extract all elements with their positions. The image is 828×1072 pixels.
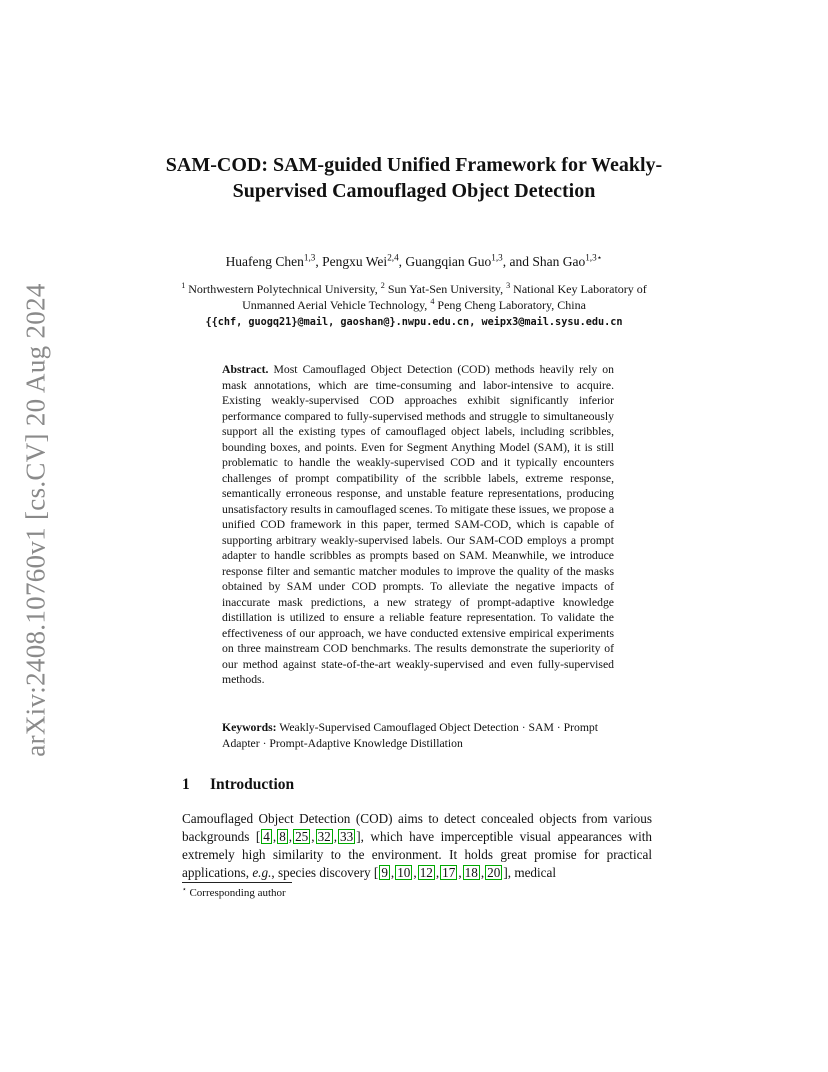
citation-link[interactable]: 8: [279, 829, 286, 844]
citation-link[interactable]: 17: [442, 865, 456, 880]
affil-text: National Key Laboratory of Unmanned Aerial Vehicle Technology,: [242, 282, 647, 312]
affil-marker: 1: [181, 281, 186, 290]
footnote: [182, 886, 286, 900]
section-title: Introduction: [210, 776, 295, 793]
keywords-text: Weakly-Supervised Camouflaged Object Detection · SAM · Prompt Adapter · Prompt-Adaptive Knowledge Distillation: [222, 721, 599, 750]
author-affil-marker: 1,3: [303, 252, 316, 263]
abstract: [222, 362, 614, 688]
citation-group: 9 , 10 , 12 , 17 , 18 , 20: [381, 865, 501, 880]
footnote-text: Corresponding author: [186, 887, 286, 899]
citation-link[interactable]: 18: [464, 865, 478, 880]
footnote-divider: [182, 882, 292, 883]
author-name: Huafeng Chen: [225, 254, 304, 269]
author-name: Pengxu Wei: [322, 254, 388, 269]
intro-text: Camouflaged Object Detection (COD) aims to detect concealed objects from various backgrounds [: [182, 811, 652, 844]
affil-marker: 3: [506, 281, 511, 290]
citation-link[interactable]: 25: [295, 829, 309, 844]
affil-marker: 4: [430, 297, 435, 306]
author-name: Guangqian Guo: [405, 254, 492, 269]
author-affil-marker: 1,3: [491, 252, 503, 263]
keywords: [222, 720, 614, 751]
abstract-label: Abstract.: [222, 363, 269, 376]
intro-paragraph: [182, 810, 652, 882]
citation-link[interactable]: 32: [317, 829, 331, 844]
intro-text: , species discovery [: [271, 865, 379, 880]
citation-link[interactable]: 20: [487, 865, 501, 880]
arxiv-stamp: arXiv:2408.10760v1 [cs.CV] 20 Aug 2024: [20, 283, 51, 757]
citation-link[interactable]: 4: [263, 829, 270, 844]
abstract-text: Most Camouflaged Object Detection (COD) methods heavily rely on mask annotations, which are time-consuming and labor-intensive to acquire. Existing weakly-supervised COD approaches exhibit significantly inferior performance compared to fully-supervised methods and struggle to simultaneously support all the existing types of camouflaged object labels, including scribbles, bounding boxes, and points. Even for Segment Anything Model (SAM), it is still problematic to handle the weakly-supervised COD and it typically encounters challenges of prompt compatibility of the scribble labels, extreme response, semantically erroneous response, and unstable feature representations, producing unsatisfactory results in camouflaged scenes. To mitigate these issues, we propose a unified COD framework in this paper, termed SAM-COD, which is capable of supporting arbitrary weakly-supervised labels. Our SAM-COD employs a prompt adapter to handle scribbles as prompts based on SAM. Meanwhile, we introduce response filter and semantic matcher modules to improve the quality of the masks obtained by SAM under COD prompts. To alleviate the negative impacts of inaccurate mask predictions, a new strategy of prompt-adaptive knowledge distillation is utilized to ensure a reliable feature representation. To validate the effectiveness of our approach, we have conducted extensive empirical experiments on three mainstream COD benchmarks. The results demonstrate the superiority of our method against state-of-the-art weakly-supervised and even fully-supervised methods.: [222, 363, 615, 686]
affiliations: [170, 281, 658, 331]
citation-link[interactable]: 9: [381, 865, 388, 880]
keywords-label: Keywords:: [222, 721, 277, 734]
footnote-mark: ⋆: [182, 884, 187, 894]
author-affil-marker: 2,4: [387, 252, 399, 263]
paper-title: SAM-COD: SAM-guided Unified Framework for Weakly-Supervised Camouflaged Object Detection: [165, 154, 663, 202]
citation-link[interactable]: 12: [419, 865, 433, 880]
section-number: 1: [182, 776, 190, 793]
citation-link[interactable]: 10: [397, 865, 411, 880]
intro-text: ], medical: [503, 865, 557, 880]
author-emails: {{chf, guogq21}@mail, gaoshan@}.nwpu.edu.cn, weipx3@mail.sysu.edu.cn: [205, 317, 623, 328]
author-affil-marker: 1,3⋆: [585, 252, 603, 263]
author-list: Huafeng Chen$^{1,3}$, Pengxu Wei$^{2,4}$, Guangqian Guo$^{1,3}$, and Shan Gao$^{1,3⋆}$: [225, 252, 603, 269]
affil-marker: 2: [380, 281, 385, 290]
intro-text: ], which have imperceptible visual appearances with extremely high similarity to the environment. It holds great promise for practical applications,: [182, 829, 652, 880]
affil-text: Northwestern Polytechnical University,: [185, 282, 381, 296]
affil-text: Sun Yat-Sen University,: [384, 282, 507, 296]
affil-text: Peng Cheng Laboratory, China: [434, 298, 586, 312]
section-heading: [182, 776, 294, 794]
citation-group: 4 , 8 , 25 , 32 , 33: [263, 829, 354, 844]
intro-eg: e.g.: [252, 865, 272, 880]
author-name: and Shan Gao: [509, 254, 586, 269]
citation-link[interactable]: 33: [340, 829, 354, 844]
